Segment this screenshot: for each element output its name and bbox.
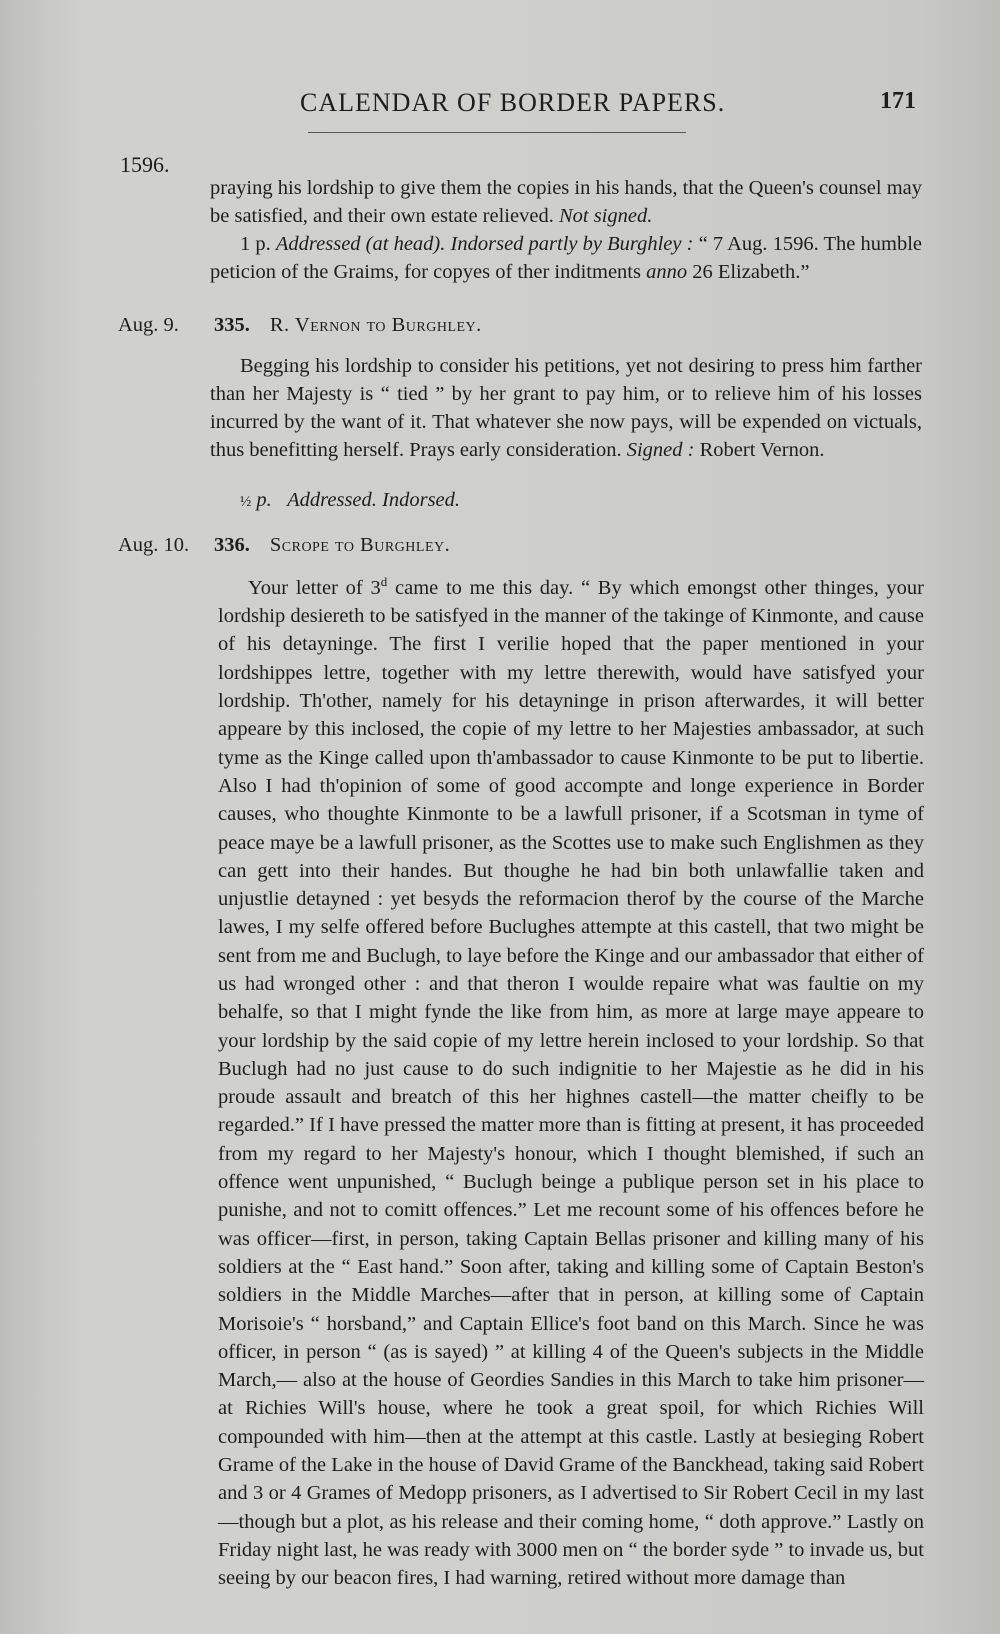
entry-336-title: Scrope to Burghley. xyxy=(269,534,451,556)
entry-335-note-fraction: ½ xyxy=(240,494,252,510)
entry-335-signed-name: Robert Vernon. xyxy=(699,439,825,461)
entry-336-opening-sup: d xyxy=(380,574,388,589)
entry-336-heading xyxy=(214,534,450,557)
note-end: 26 Elizabeth.” xyxy=(692,261,810,283)
continuation-text: praying his lordship to give them the copies in his hands, that the Queen's counsel may be satisfied, and their own estate relieved. xyxy=(210,177,922,227)
entry-336-body xyxy=(218,568,924,1593)
note-indorsed: Indorsed partly by Burghley : xyxy=(450,233,694,255)
entry-335-date: Aug. 9. xyxy=(118,314,179,336)
header-rule xyxy=(308,132,686,133)
entry-335-text: Begging his lordship to consider his petitions, yet not desiring to press him farther than her Majesty is “ tied ” by her grant to pay him, or to relieve him of his losses incurred by the want of it. That whatever she now pays, will be expended on victuals, thus benefitting herself. Prays early consideration. xyxy=(210,355,922,461)
entry-335-number: 335. xyxy=(214,314,250,336)
running-title: CALENDAR OF BORDER PAPERS. xyxy=(300,88,726,117)
entry-335-title: R. Vernon to Burghley. xyxy=(269,314,482,336)
page-number: 171 xyxy=(880,88,916,114)
entry-336-paragraph xyxy=(218,568,924,1593)
entry-336-date: Aug. 10. xyxy=(118,534,190,556)
entry-335-note-text: Addressed. Indorsed. xyxy=(287,489,461,511)
entry-335-body xyxy=(210,352,922,464)
entry-336-text: came to me this day. “ By which emongst other thinges, your lordship desiereth to be satisfyed in the manner of the takinge of Kinmonte, and cause of his detayninge. The first I verilie hoped that the paper mentioned in your lordshippes lettre, together with my lettre therewith, would have satisfyed your lordship. Th'other, namely for his detayninge in prison afterwardes, it will better appeare by this inclosed, the copie of my lettre to her Majesties ambassador, at such tyme as the Kinge called upon th'ambassador to cause Kinmonte to be put to libertie. Also I had th'opinion of some of good accompte and longe experience in Border causes, who thoughte Kinmonte to be a lawfull prisoner, if a Scotsman in tyme of peace maye be a lawfull prisoner, as the Scottes use to make such Englishmen as they can gett into their handes. But thoughe he had bin both unlawfallie taken and unjustlie detayned : yet besyds the reformacion therof by the course of the Marche lawes, I my selfe offered before Buclughes attempte at this castell, that two might be sent from me and Buclugh, to laye before the Kinge and our ambassador that either of us had wronged other : and that theron I woulde repaire what was faultie on my behalfe, so that I might fynde the like from him, as more at large maye appeare to your lordship by the said copie of my lettre herein inclosed to your lordship. So that Buclugh had no just cause to do such indignitie to her Majestie as he did in his proude assault and breatch of this her highnes castell—the matter cheifly to be regarded.” If I have pressed the matter more than is fitting at present, it has proceeded from my regard to her Majesty's honour, which I thought blemished, if such an offence went unpunished, “ Buclugh beinge a publique person set in his place to punishe, and not to comitt offences.” Let me recount some of his offences before he was officer—first, in person, taking Captain Bellas prisoner and killing many of his soldiers at the “ East hand.” Soon after, taking and killing some of Captain Beston's soldiers in the Middle Marches—after that in person, at killing some of Captain Morisoie's “ horsband,” and Captain Ellice's foot band on this March. Since he was officer, in person “ (as is sayed) ” at killing 4 of the Queen's subjects in the Middle March,— also at the house of Geordies Sandies in this March to take him prisoner—at Richies Will's house, where he took a great spoil, for which Richies Will compounded with him—then at the attempt at this castle. Lastly at besieging Robert Grame of the Lake in the house of David Grame of the Banckhead, taking said Robert and 3 or 4 Grames of Medopp prisoners, as I advertised to Sir Robert Cecil in my last—though but a plot, as his release and their coming home, “ doth approve.” Lastly on Friday night last, he was ready with 3000 men on “ the border syde ” to invade us, but seeing by our beacon fires, I had warning, retired without more damage than xyxy=(218,576,925,1590)
note-text: “ 7 Aug. 1596. The humble peticion of the Graims, for copyes of ther inditments xyxy=(210,233,923,283)
signature-note: Not signed. xyxy=(558,205,653,227)
continuation-block xyxy=(210,174,922,230)
continuation-note xyxy=(210,230,922,286)
entry-335-signed-label: Signed : xyxy=(626,439,695,461)
entry-335-note-paragraph xyxy=(210,486,922,516)
entry-335-paragraph xyxy=(210,352,922,464)
entry-335-note-p: p. xyxy=(256,489,272,511)
entry-336-opening: Your letter of 3 xyxy=(248,576,381,599)
entry-336-number: 336. xyxy=(214,534,250,556)
entry-335-heading xyxy=(214,314,482,337)
continuation-paragraph xyxy=(210,174,922,230)
continuation-note-paragraph xyxy=(210,230,922,286)
note-anno: anno xyxy=(646,261,688,283)
note-size: 1 p. xyxy=(240,233,271,255)
note-addressed: Addressed (at head). xyxy=(275,233,446,255)
page-header xyxy=(0,88,1000,128)
year-marker: 1596. xyxy=(120,152,170,177)
entry-335-note xyxy=(210,486,922,516)
